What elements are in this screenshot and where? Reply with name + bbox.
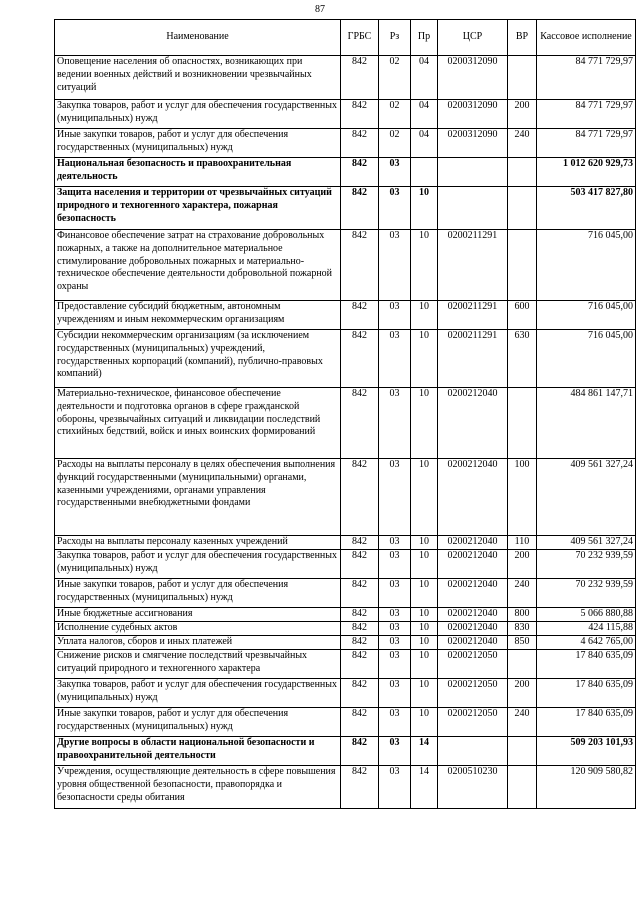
cell-grbs: 842 bbox=[341, 187, 379, 230]
cell-rz: 03 bbox=[379, 608, 411, 622]
cell-vr: 240 bbox=[508, 708, 537, 737]
table-row bbox=[55, 636, 636, 650]
cell-vr: 630 bbox=[508, 330, 537, 388]
cell-csr: 0200212040 bbox=[438, 636, 508, 650]
cell-csr: 0200212040 bbox=[438, 388, 508, 459]
cell-vr: 830 bbox=[508, 622, 537, 636]
cell-rz: 02 bbox=[379, 56, 411, 100]
cell-grbs: 842 bbox=[341, 636, 379, 650]
cell-amount: 17 840 635,09 bbox=[537, 679, 636, 708]
cell-rz: 03 bbox=[379, 766, 411, 809]
table-row bbox=[55, 536, 636, 550]
cell-amount: 120 909 580,82 bbox=[537, 766, 636, 809]
cell-csr: 0200510230 bbox=[438, 766, 508, 809]
cell-grbs: 842 bbox=[341, 230, 379, 301]
cell-pr: 10 bbox=[411, 622, 438, 636]
cell-pr: 04 bbox=[411, 56, 438, 100]
cell-pr: 04 bbox=[411, 100, 438, 129]
cell-pr: 14 bbox=[411, 766, 438, 809]
cell-amount: 484 861 147,71 bbox=[537, 388, 636, 459]
cell-name: Уплата налогов, сборов и иных платежей bbox=[55, 636, 341, 650]
cell-amount: 84 771 729,97 bbox=[537, 129, 636, 158]
cell-amount: 716 045,00 bbox=[537, 301, 636, 330]
cell-csr: 0200212050 bbox=[438, 650, 508, 679]
cell-vr: 600 bbox=[508, 301, 537, 330]
cell-name: Закупка товаров, работ и услуг для обеспечения государственных (муниципальных) нужд bbox=[55, 100, 341, 129]
cell-pr: 10 bbox=[411, 187, 438, 230]
cell-amount: 716 045,00 bbox=[537, 230, 636, 301]
cell-amount: 84 771 729,97 bbox=[537, 100, 636, 129]
table-row bbox=[55, 550, 636, 579]
cell-pr bbox=[411, 158, 438, 187]
cell-amount: 70 232 939,59 bbox=[537, 579, 636, 608]
cell-grbs: 842 bbox=[341, 158, 379, 187]
table-row bbox=[55, 708, 636, 737]
cell-grbs: 842 bbox=[341, 608, 379, 622]
cell-name: Исполнение судебных актов bbox=[55, 622, 341, 636]
cell-pr: 10 bbox=[411, 636, 438, 650]
cell-amount: 409 561 327,24 bbox=[537, 536, 636, 550]
col-header-grbs: ГРБС bbox=[341, 20, 379, 56]
cell-csr: 0200212040 bbox=[438, 459, 508, 536]
cell-name: Другие вопросы в области национальной безопасности и правоохранительной деятельности bbox=[55, 737, 341, 766]
cell-csr: 0200212040 bbox=[438, 579, 508, 608]
cell-pr: 10 bbox=[411, 650, 438, 679]
cell-amount: 509 203 101,93 bbox=[537, 737, 636, 766]
table-row bbox=[55, 650, 636, 679]
cell-vr bbox=[508, 56, 537, 100]
cell-name: Иные закупки товаров, работ и услуг для обеспечения государственных (муниципальных) нужд bbox=[55, 129, 341, 158]
cell-rz: 03 bbox=[379, 459, 411, 536]
cell-amount: 409 561 327,24 bbox=[537, 459, 636, 536]
cell-csr: 0200212040 bbox=[438, 608, 508, 622]
col-header-vr: ВР bbox=[508, 20, 537, 56]
cell-amount: 503 417 827,80 bbox=[537, 187, 636, 230]
cell-rz: 03 bbox=[379, 650, 411, 679]
cell-rz: 02 bbox=[379, 100, 411, 129]
cell-name: Национальная безопасность и правоохранительная деятельность bbox=[55, 158, 341, 187]
cell-pr: 10 bbox=[411, 608, 438, 622]
cell-name: Иные закупки товаров, работ и услуг для обеспечения государственных (муниципальных) нужд bbox=[55, 579, 341, 608]
table-row bbox=[55, 608, 636, 622]
cell-name: Оповещение населения об опасностях, возникающих при ведении военных действий и возникновении чрезвычайных ситуаций bbox=[55, 56, 341, 100]
cell-name: Финансовое обеспечение затрат на страхование добровольных пожарных, а также на дополнительное материальное стимулирование добровольных пожарных и материально-техническое обеспечение деятельности добровольной пожарной охраны bbox=[55, 230, 341, 301]
cell-vr: 200 bbox=[508, 100, 537, 129]
table-row bbox=[55, 56, 636, 100]
cell-csr: 0200212050 bbox=[438, 708, 508, 737]
cell-pr: 10 bbox=[411, 459, 438, 536]
cell-name: Субсидии некоммерческим организациям (за исключением государственных (муниципальных) учреждений, государственных корпораций (компаний), публично-правовых компаний) bbox=[55, 330, 341, 388]
cell-rz: 02 bbox=[379, 129, 411, 158]
cell-pr: 10 bbox=[411, 679, 438, 708]
cell-name: Закупка товаров, работ и услуг для обеспечения государственных (муниципальных) нужд bbox=[55, 679, 341, 708]
cell-rz: 03 bbox=[379, 301, 411, 330]
cell-grbs: 842 bbox=[341, 100, 379, 129]
cell-amount: 84 771 729,97 bbox=[537, 56, 636, 100]
cell-name: Расходы на выплаты персоналу казенных учреждений bbox=[55, 536, 341, 550]
cell-name: Снижение рисков и смягчение последствий чрезвычайных ситуаций природного и техногенного характера bbox=[55, 650, 341, 679]
cell-pr: 10 bbox=[411, 708, 438, 737]
cell-rz: 03 bbox=[379, 550, 411, 579]
col-header-csr: ЦСР bbox=[438, 20, 508, 56]
cell-vr: 240 bbox=[508, 129, 537, 158]
page-number: 87 bbox=[315, 4, 325, 15]
cell-csr: 0200211291 bbox=[438, 330, 508, 388]
cell-name: Учреждения, осуществляющие деятельность в сфере повышения уровня общественной безопасности, правопорядка и безопасности среды обитания bbox=[55, 766, 341, 809]
cell-amount: 716 045,00 bbox=[537, 330, 636, 388]
cell-rz: 03 bbox=[379, 158, 411, 187]
cell-csr: 0200312090 bbox=[438, 56, 508, 100]
table-row bbox=[55, 100, 636, 129]
cell-rz: 03 bbox=[379, 679, 411, 708]
cell-rz: 03 bbox=[379, 737, 411, 766]
cell-name: Закупка товаров, работ и услуг для обеспечения государственных (муниципальных) нужд bbox=[55, 550, 341, 579]
cell-csr: 0200211291 bbox=[438, 301, 508, 330]
cell-pr: 04 bbox=[411, 129, 438, 158]
table-row bbox=[55, 766, 636, 809]
cell-csr bbox=[438, 737, 508, 766]
cell-grbs: 842 bbox=[341, 56, 379, 100]
cell-pr: 10 bbox=[411, 388, 438, 459]
table-row bbox=[55, 301, 636, 330]
cell-grbs: 842 bbox=[341, 650, 379, 679]
cell-vr: 100 bbox=[508, 459, 537, 536]
table-row bbox=[55, 579, 636, 608]
col-header-pr: Пр bbox=[411, 20, 438, 56]
cell-pr: 10 bbox=[411, 230, 438, 301]
cell-grbs: 842 bbox=[341, 388, 379, 459]
cell-csr: 0200212040 bbox=[438, 536, 508, 550]
table-row bbox=[55, 679, 636, 708]
cell-rz: 03 bbox=[379, 536, 411, 550]
cell-name: Иные закупки товаров, работ и услуг для обеспечения государственных (муниципальных) нужд bbox=[55, 708, 341, 737]
cell-pr: 10 bbox=[411, 301, 438, 330]
cell-pr: 14 bbox=[411, 737, 438, 766]
cell-name: Иные бюджетные ассигнования bbox=[55, 608, 341, 622]
cell-csr: 0200312090 bbox=[438, 129, 508, 158]
cell-grbs: 842 bbox=[341, 536, 379, 550]
table-row bbox=[55, 330, 636, 388]
cell-grbs: 842 bbox=[341, 579, 379, 608]
cell-vr bbox=[508, 650, 537, 679]
table-row bbox=[55, 187, 636, 230]
cell-vr: 110 bbox=[508, 536, 537, 550]
cell-grbs: 842 bbox=[341, 330, 379, 388]
table-header-row bbox=[55, 20, 636, 56]
cell-rz: 03 bbox=[379, 330, 411, 388]
table-row bbox=[55, 622, 636, 636]
cell-vr bbox=[508, 187, 537, 230]
cell-rz: 03 bbox=[379, 622, 411, 636]
cell-amount: 5 066 880,88 bbox=[537, 608, 636, 622]
cell-csr bbox=[438, 187, 508, 230]
cell-amount: 4 642 765,00 bbox=[537, 636, 636, 650]
cell-amount: 424 115,88 bbox=[537, 622, 636, 636]
cell-name: Предоставление субсидий бюджетным, автономным учреждениям и иным некоммерческим организациям bbox=[55, 301, 341, 330]
cell-rz: 03 bbox=[379, 579, 411, 608]
cell-csr: 0200211291 bbox=[438, 230, 508, 301]
table-row bbox=[55, 158, 636, 187]
table-row bbox=[55, 737, 636, 766]
table-row bbox=[55, 459, 636, 536]
cell-rz: 03 bbox=[379, 388, 411, 459]
cell-csr: 0200212050 bbox=[438, 679, 508, 708]
cell-grbs: 842 bbox=[341, 129, 379, 158]
col-header-name: Наименование bbox=[55, 20, 341, 56]
cell-name: Защита населения и территории от чрезвычайных ситуаций природного и техногенного характера, пожарная безопасность bbox=[55, 187, 341, 230]
cell-grbs: 842 bbox=[341, 708, 379, 737]
cell-grbs: 842 bbox=[341, 679, 379, 708]
cell-pr: 10 bbox=[411, 579, 438, 608]
cell-rz: 03 bbox=[379, 636, 411, 650]
table-row bbox=[55, 230, 636, 301]
cell-vr bbox=[508, 737, 537, 766]
cell-amount: 1 012 620 929,73 bbox=[537, 158, 636, 187]
cell-name: Материально-техническое, финансовое обеспечение деятельности и подготовка органов в сфере гражданской обороны, чрезвычайных ситуаций и ликвидации последствий стихийных бедствий, войск и иных воинских формирований bbox=[55, 388, 341, 459]
cell-vr: 240 bbox=[508, 579, 537, 608]
cell-grbs: 842 bbox=[341, 737, 379, 766]
cell-rz: 03 bbox=[379, 708, 411, 737]
cell-csr: 0200212040 bbox=[438, 550, 508, 579]
cell-rz: 03 bbox=[379, 187, 411, 230]
cell-name: Расходы на выплаты персоналу в целях обеспечения выполнения функций государственными (муниципальными) органами, казенными учреждениями, органами управления государственными внебюджетными фондами bbox=[55, 459, 341, 536]
cell-grbs: 842 bbox=[341, 550, 379, 579]
cell-grbs: 842 bbox=[341, 301, 379, 330]
cell-grbs: 842 bbox=[341, 766, 379, 809]
cell-amount: 17 840 635,09 bbox=[537, 650, 636, 679]
cell-csr: 0200212040 bbox=[438, 622, 508, 636]
cell-rz: 03 bbox=[379, 230, 411, 301]
cell-grbs: 842 bbox=[341, 459, 379, 536]
cell-grbs: 842 bbox=[341, 622, 379, 636]
cell-vr bbox=[508, 388, 537, 459]
cell-pr: 10 bbox=[411, 550, 438, 579]
cell-csr: 0200312090 bbox=[438, 100, 508, 129]
cell-pr: 10 bbox=[411, 330, 438, 388]
cell-vr bbox=[508, 158, 537, 187]
cell-vr bbox=[508, 230, 537, 301]
cell-vr: 200 bbox=[508, 679, 537, 708]
cell-vr: 200 bbox=[508, 550, 537, 579]
cell-vr: 800 bbox=[508, 608, 537, 622]
table-row bbox=[55, 129, 636, 158]
cell-amount: 70 232 939,59 bbox=[537, 550, 636, 579]
col-header-rz: Рз bbox=[379, 20, 411, 56]
cell-amount: 17 840 635,09 bbox=[537, 708, 636, 737]
cell-pr: 10 bbox=[411, 536, 438, 550]
table-row bbox=[55, 388, 636, 459]
cell-vr bbox=[508, 766, 537, 809]
cell-vr: 850 bbox=[508, 636, 537, 650]
cell-csr bbox=[438, 158, 508, 187]
col-header-amount: Кассовое исполнение bbox=[537, 20, 636, 56]
budget-table bbox=[54, 19, 636, 809]
